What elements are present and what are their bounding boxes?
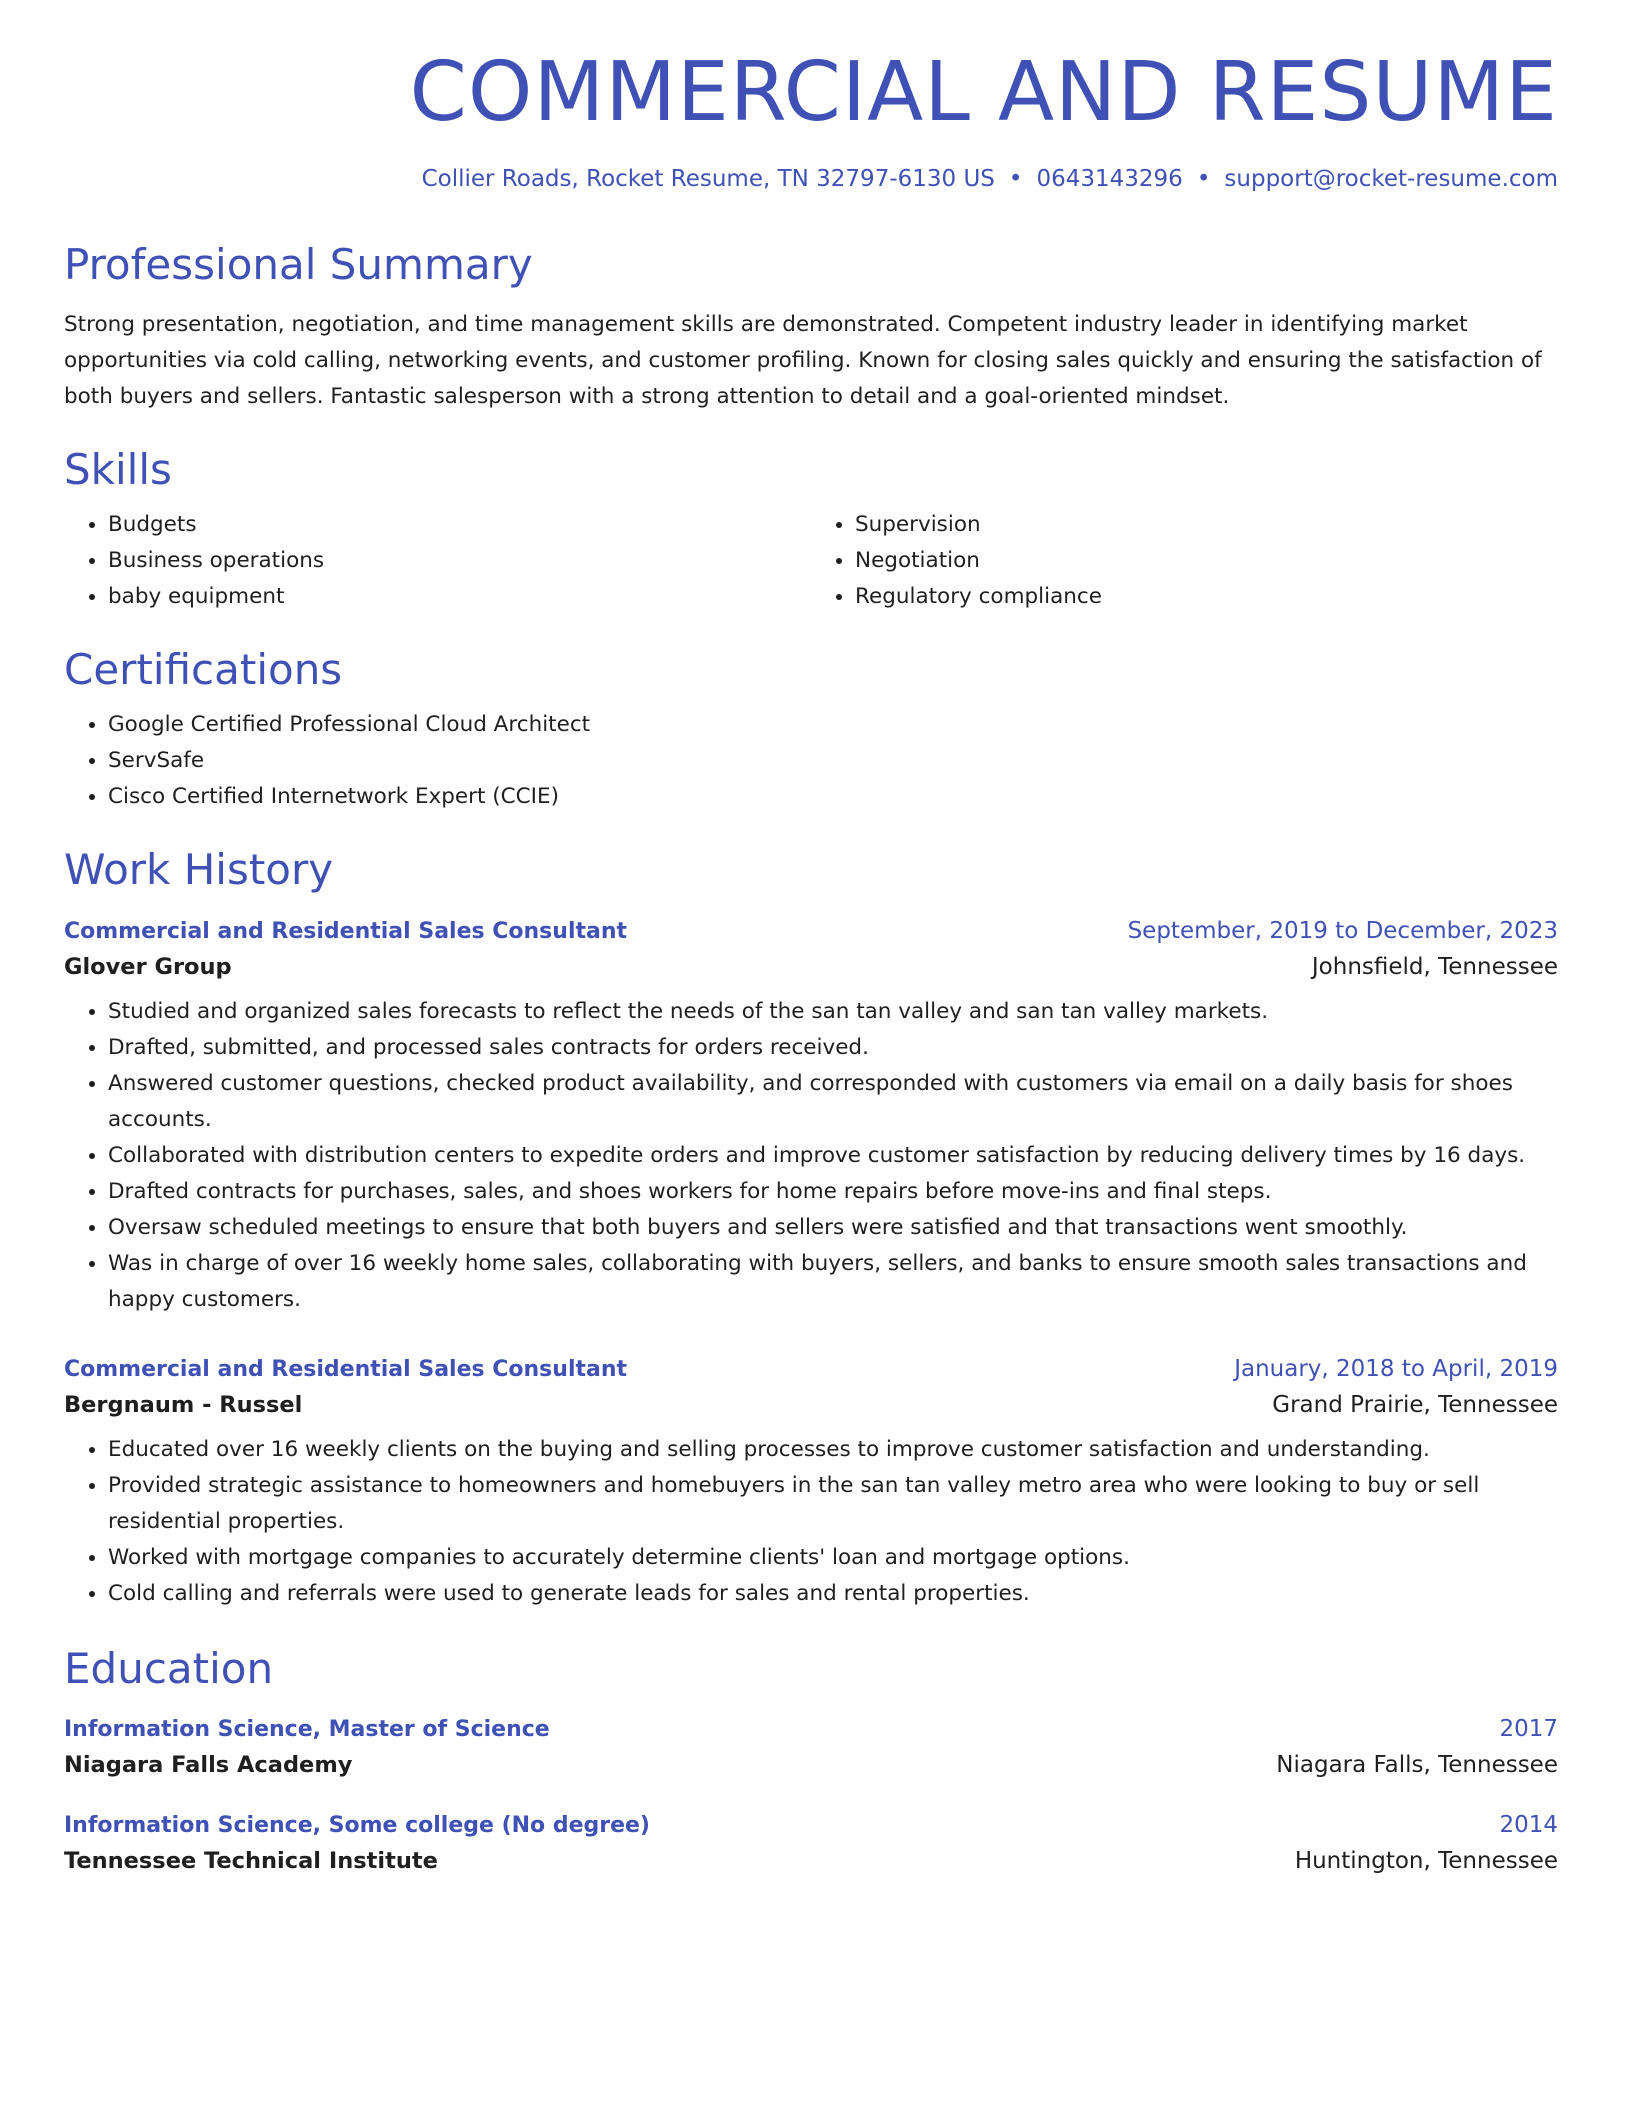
job-entry	[64, 1356, 1558, 1612]
job-company: Glover Group	[64, 953, 232, 980]
job-bullet: • Educated over 16 weekly clients on the buying and selling processes to improve customer satisfaction and understanding.	[108, 1432, 1558, 1468]
education-location: Niagara Falls, Tennessee	[1276, 1752, 1558, 1779]
skills-list	[64, 507, 1558, 615]
education-entry	[64, 1716, 1558, 1778]
education-subheader	[64, 1848, 1558, 1874]
candidate-name: COMMERCIAL AND RESUME	[409, 45, 1558, 140]
contact-line	[64, 166, 1558, 192]
work-history-heading: Work History	[64, 845, 334, 895]
education-year: 2014	[1499, 1812, 1558, 1839]
education-location: Huntington, Tennessee	[1294, 1848, 1558, 1875]
job-bullet: • Provided strategic assistance to homeowners and homebuyers in the san tan valley metro area who were looking to buy or sell residential properties.	[108, 1468, 1558, 1540]
contact-separator: •	[1008, 166, 1023, 193]
education-school: Tennessee Technical Institute	[64, 1848, 438, 1875]
contact-phone: 0643143296	[1036, 166, 1183, 193]
job-bullet: • Worked with mortgage companies to accurately determine clients' loan and mortgage options.	[108, 1540, 1558, 1576]
job-bullets	[64, 994, 1558, 1318]
certification-item: • Cisco Certified Internetwork Expert (CCIE)	[108, 779, 1558, 815]
contact-address: Collier Roads, Rocket Resume, TN 32797-6130 US	[421, 166, 995, 193]
contact-email: support@rocket-resume.com	[1224, 166, 1558, 193]
job-bullet: • Was in charge of over 16 weekly home sales, collaborating with buyers, sellers, and banks to ensure smooth sales transactions and happy customers.	[108, 1246, 1558, 1318]
job-header	[64, 918, 1558, 944]
job-bullet: • Drafted, submitted, and processed sales contracts for orders received.	[108, 1030, 1558, 1066]
resume-page	[64, 45, 1558, 1875]
skill-item: • Budgets	[108, 507, 811, 543]
job-header	[64, 1356, 1558, 1382]
certification-item: • Google Certified Professional Cloud Architect	[108, 707, 1558, 743]
job-bullet: • Answered customer questions, checked product availability, and corresponded with customers via email on a daily basis for shoes accounts.	[108, 1066, 1558, 1138]
certifications-heading: Certifications	[64, 644, 343, 694]
job-bullet: • Drafted contracts for purchases, sales, and shoes workers for home repairs before move-ins and final steps.	[108, 1174, 1558, 1210]
education-year: 2017	[1499, 1716, 1558, 1743]
skill-item: • baby equipment	[108, 579, 811, 615]
education-header	[64, 1812, 1558, 1838]
education-degree: Information Science, Master of Science	[64, 1717, 550, 1743]
job-company: Bergnaum - Russel	[64, 1391, 303, 1418]
education-degree: Information Science, Some college (No degree)	[64, 1813, 650, 1839]
job-entry	[64, 918, 1558, 1318]
education-school: Niagara Falls Academy	[64, 1752, 353, 1779]
job-location: Johnsfield, Tennessee	[1311, 953, 1558, 980]
job-bullets	[64, 1432, 1558, 1612]
skills-heading: Skills	[64, 444, 172, 494]
job-subheader	[64, 954, 1558, 980]
job-bullet: • Studied and organized sales forecasts to reflect the needs of the san tan valley and san tan valley markets.	[108, 994, 1558, 1030]
job-subheader	[64, 1392, 1558, 1418]
education-header	[64, 1716, 1558, 1742]
job-title: Commercial and Residential Sales Consultant	[64, 1356, 628, 1382]
contact-separator: •	[1196, 166, 1211, 193]
education-heading: Education	[64, 1643, 274, 1693]
skill-item: • Regulatory compliance	[855, 579, 1558, 615]
job-bullet: • Oversaw scheduled meetings to ensure that both buyers and sellers were satisfied and that transactions went smoothly.	[108, 1210, 1558, 1246]
job-location: Grand Prairie, Tennessee	[1272, 1391, 1558, 1418]
job-bullet: • Cold calling and referrals were used to generate leads for sales and rental properties.	[108, 1576, 1558, 1612]
job-dates: January, 2018 to April, 2019	[1234, 1355, 1558, 1382]
skill-item: • Business operations	[108, 543, 811, 579]
certifications-list	[64, 707, 1558, 815]
summary-text: Strong presentation, negotiation, and time management skills are demonstrated. Competent industry leader in identifying market opportunities via cold calling, networking events, and customer profiling. Known for closing sales quickly and ensuring the satisfaction of both buyers and sellers. Fantastic salesperson with a strong attention to detail and a goal-oriented mindset.	[64, 311, 1542, 409]
job-bullet: • Collaborated with distribution centers to expedite orders and improve customer satisfaction by reducing delivery times by 16 days.	[108, 1138, 1558, 1174]
skills-column-left	[64, 507, 811, 615]
summary-heading: Professional Summary	[64, 240, 533, 290]
skill-item: • Negotiation	[855, 543, 1558, 579]
job-dates: September, 2019 to December, 2023	[1127, 917, 1558, 944]
education-subheader	[64, 1752, 1558, 1778]
skill-item: • Supervision	[855, 507, 1558, 543]
education-entry	[64, 1812, 1558, 1874]
certification-item: • ServSafe	[108, 743, 1558, 779]
job-title: Commercial and Residential Sales Consultant	[64, 918, 628, 944]
skills-column-right	[811, 507, 1558, 615]
